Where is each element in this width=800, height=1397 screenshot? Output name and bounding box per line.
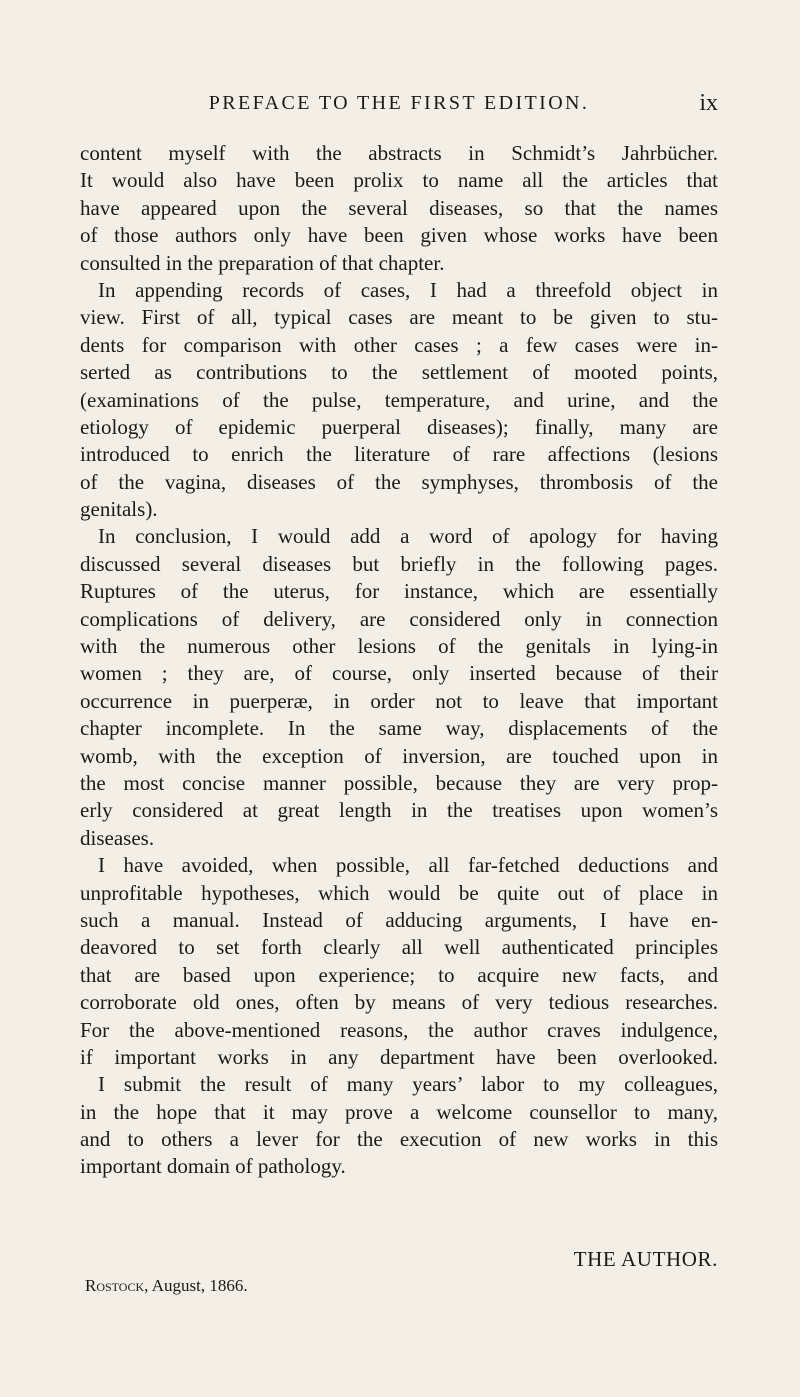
text-line: important domain of pathology. <box>80 1154 346 1179</box>
text-line: For the above-mentioned reasons, the author craves indulgence, <box>80 1017 718 1042</box>
text-line: In conclusion, I would add a word of apology for having <box>98 524 718 549</box>
page-number: ix <box>699 90 718 116</box>
text-line: if important works in any department have been overlooked. <box>80 1044 718 1069</box>
running-title: PREFACE TO THE FIRST EDITION. <box>208 92 590 114</box>
text-line: of those authors only have been given whose works have been <box>80 223 718 248</box>
text-line: etiology of epidemic puerperal diseases); finally, many are <box>80 414 718 439</box>
text-line: view. First of all, typical cases are meant to be given to stu- <box>80 305 718 330</box>
text-line: and to others a lever for the execution of new works in this <box>80 1127 718 1152</box>
text-line: introduced to enrich the literature of rare affections (lesions <box>80 442 718 467</box>
text-line: content myself with the abstracts in Schmidt’s Jahrbücher. <box>80 141 718 165</box>
dateline-date: , August, 1866. <box>144 1276 248 1295</box>
author-signature: THE AUTHOR. <box>573 1247 718 1271</box>
text-line: In appending records of cases, I had a threefold object in <box>98 277 718 302</box>
text-line: womb, with the exception of inversion, are touched upon in <box>80 743 718 768</box>
text-line: that are based upon experience; to acquire new facts, and <box>80 962 718 987</box>
text-line: women ; they are, of course, only inserted because of their <box>80 661 718 686</box>
text-line: with the numerous other lesions of the genitals in lying-in <box>80 634 718 659</box>
text-line: have appeared upon the several diseases, so that the names <box>80 195 718 220</box>
text-line: (examinations of the pulse, temperature, and urine, and the <box>80 387 718 412</box>
text-line: such a manual. Instead of adducing arguments, I have en- <box>80 907 718 932</box>
text-line: corroborate old ones, often by means of very tedious researches. <box>80 990 718 1015</box>
text-line: chapter incomplete. In the same way, displacements of the <box>80 716 718 741</box>
text-line: genitals). <box>80 497 158 522</box>
running-head <box>80 88 718 118</box>
text-line: I submit the result of many years’ labor to my colleagues, <box>98 1072 718 1097</box>
text-line: It would also have been prolix to name all the articles that <box>80 168 718 193</box>
text-line: in the hope that it may prove a welcome counsellor to many, <box>80 1099 718 1124</box>
text-line: unprofitable hypotheses, which would be quite out of place in <box>80 880 718 905</box>
body-text <box>80 140 718 1181</box>
dateline <box>85 1274 248 1298</box>
dateline-place: Rostock <box>85 1276 145 1295</box>
text-line: occurrence in puerperæ, in order not to leave that important <box>80 688 718 713</box>
text-line: dents for comparison with other cases ; a few cases were in- <box>80 332 718 357</box>
text-line: erly considered at great length in the treatises upon women’s <box>80 798 718 823</box>
text-line: of the vagina, diseases of the symphyses, thrombosis of the <box>80 469 718 494</box>
text-line: I have avoided, when possible, all far-fetched deductions and <box>98 853 718 878</box>
text-line: complications of delivery, are considered only in connection <box>80 606 718 631</box>
text-line: diseases. <box>80 825 155 850</box>
text-line: the most concise manner possible, because they are very prop- <box>80 770 718 795</box>
text-line: deavored to set forth clearly all well authenticated principles <box>80 935 718 960</box>
text-line: Ruptures of the uterus, for instance, which are essentially <box>80 579 718 604</box>
text-line: consulted in the preparation of that chapter. <box>80 250 445 275</box>
text-line: discussed several diseases but briefly in the following pages. <box>80 551 718 576</box>
text-line: serted as contributions to the settlement of mooted points, <box>80 360 718 385</box>
